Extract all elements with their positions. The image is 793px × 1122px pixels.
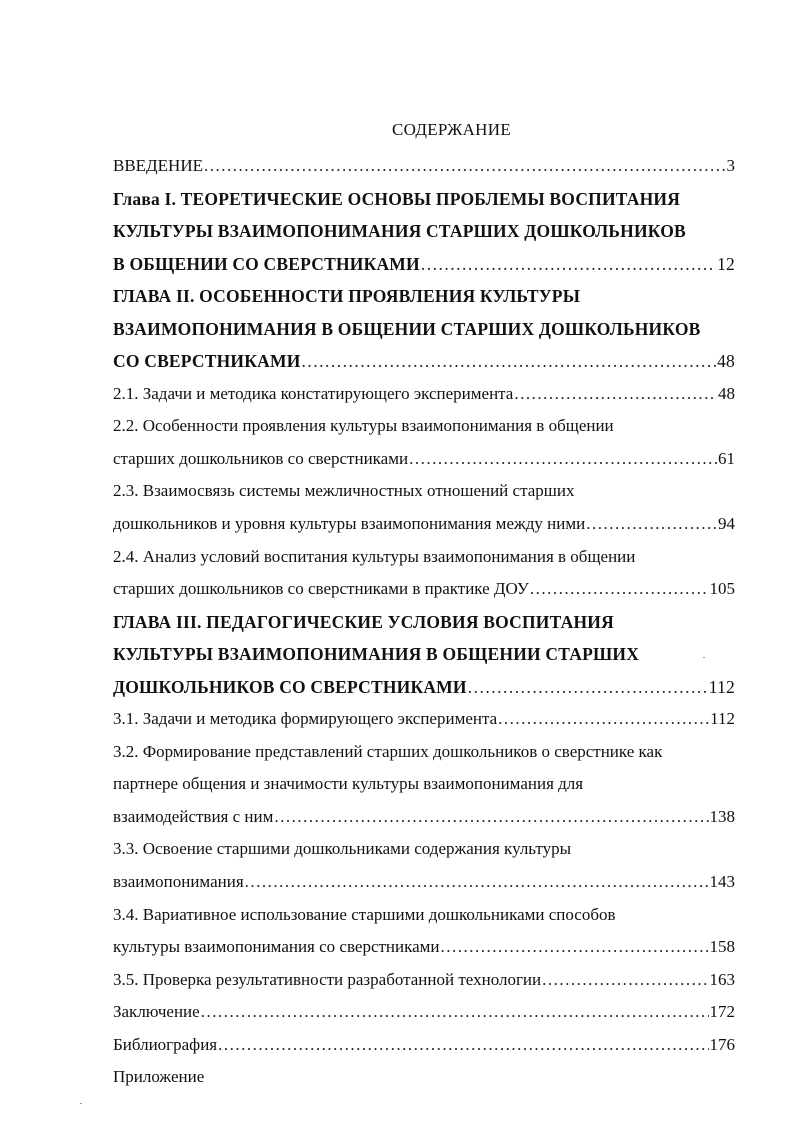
scan-speck — [80, 1103, 82, 1104]
toc-page-number: 158 — [709, 937, 735, 957]
toc-chapter-1-line-3 — [113, 248, 735, 281]
toc-page-number: 143 — [709, 872, 735, 892]
toc-entry-conclusion — [113, 996, 735, 1029]
dot-leader — [468, 671, 708, 704]
toc-section-3-4-line-1: 3.4. Вариативное использование старшими дошкольниками способов — [113, 904, 616, 924]
toc-page-number: 112 — [708, 676, 735, 697]
toc-entry-text: В ОБЩЕНИИ СО СВЕРСТНИКАМИ — [113, 253, 420, 274]
dot-leader — [542, 964, 708, 997]
dot-leader — [302, 345, 717, 378]
toc-chapter-3-line-1: ГЛАВА III. ПЕДАГОГИЧЕСКИЕ УСЛОВИЯ ВОСПИТАНИЯ — [113, 611, 614, 632]
toc-entry-introduction — [113, 150, 735, 183]
dot-leader — [201, 996, 709, 1029]
toc-section-3-1 — [113, 703, 735, 736]
toc-chapter-2-line-2: ВЗАИМОПОНИМАНИЯ В ОБЩЕНИИ СТАРШИХ ДОШКОЛЬНИКОВ — [113, 318, 701, 339]
toc-section-3-3-line-2 — [113, 866, 735, 899]
toc-section-3-3-line-1: 3.3. Освоение старшими дошкольниками содержания культуры — [113, 839, 572, 859]
toc-section-2-3-line-2 — [113, 508, 735, 541]
toc-page-number: 112 — [710, 709, 735, 729]
toc-title: СОДЕРЖАНИЕ — [391, 120, 512, 139]
toc-section-2-2-line-2 — [113, 443, 735, 476]
toc-chapter-1-line-1: Глава I. ТЕОРЕТИЧЕСКИЕ ОСНОВЫ ПРОБЛЕМЫ ВОСПИТАНИЯ — [113, 188, 681, 209]
toc-entry-text: взаимодействия с ним — [113, 806, 274, 826]
toc-entry-text: дошкольников и уровня культуры взаимопонимания между ними — [113, 514, 586, 534]
toc-entry-text: 3.1. Задачи и методика формирующего эксперимента — [113, 709, 498, 729]
toc-page-number: 48 — [717, 351, 735, 372]
toc-page-number: 94 — [718, 514, 735, 534]
toc-section-3-4-line-2 — [113, 931, 735, 964]
toc-entry-text: 3.5. Проверка результативности разработанной технологии — [113, 969, 542, 989]
toc-section-2-3-line-1: 2.3. Взаимосвязь системы межличностных отношений старших — [113, 481, 575, 501]
toc-page-number: 163 — [709, 969, 735, 989]
toc-entry-text: СО СВЕРСТНИКАМИ — [113, 351, 301, 372]
toc-entry-text: 2.1. Задачи и методика констатирующего эксперимента — [113, 383, 514, 403]
toc-entry-text: старших дошкольников со сверстниками в практике ДОУ — [113, 579, 529, 599]
toc-chapter-2-line-1: ГЛАВА II. ОСОБЕННОСТИ ПРОЯВЛЕНИЯ КУЛЬТУРЫ — [113, 286, 581, 307]
toc-entry-text: ДОШКОЛЬНИКОВ СО СВЕРСТНИКАМИ — [113, 676, 467, 697]
dot-leader — [274, 801, 708, 834]
toc-page-number: 12 — [717, 253, 735, 274]
dot-leader — [498, 703, 709, 736]
toc-entry-text: старших дошкольников со сверстниками — [113, 448, 409, 468]
dot-leader — [409, 443, 717, 476]
dot-leader — [421, 248, 716, 281]
toc-page-number: 176 — [709, 1034, 735, 1054]
toc-section-2-4-line-1: 2.4. Анализ условий воспитания культуры взаимопонимания в общении — [113, 546, 636, 566]
toc-entry-text: ВВЕДЕНИЕ — [113, 156, 203, 175]
toc-page-number: 3 — [726, 156, 735, 175]
toc-page-number: 61 — [718, 448, 735, 468]
dot-leader — [245, 866, 709, 899]
toc-entry-text: взаимопонимания — [113, 872, 244, 892]
toc-page-number: 48 — [718, 383, 735, 403]
dot-leader — [530, 573, 709, 606]
toc-entry-text: Заключение — [113, 1002, 200, 1022]
toc-section-3-2-line-1: 3.2. Формирование представлений старших дошкольников о сверстнике как — [113, 741, 663, 761]
toc-entry-bibliography — [113, 1029, 735, 1062]
toc-page-number: 172 — [709, 1002, 735, 1022]
dot-leader — [586, 508, 717, 541]
scan-speck — [703, 657, 705, 658]
toc-page-number: 138 — [709, 806, 735, 826]
toc-section-3-2-line-2: партнере общения и значимости культуры взаимопонимания для — [113, 774, 584, 794]
toc-chapter-3-line-3 — [113, 671, 735, 704]
toc-entry-text: Библиография — [113, 1034, 218, 1054]
toc-chapter-3-line-2: КУЛЬТУРЫ ВЗАИМОПОНИМАНИЯ В ОБЩЕНИИ СТАРШИХ — [113, 644, 640, 665]
dot-leader — [204, 150, 726, 183]
dot-leader — [441, 931, 709, 964]
toc-section-2-4-line-2 — [113, 573, 735, 606]
toc-entry-text: культуры взаимопонимания со сверстниками — [113, 937, 440, 957]
toc-chapter-1-line-2: КУЛЬТУРЫ ВЗАИМОПОНИМАНИЯ СТАРШИХ ДОШКОЛЬНИКОВ — [113, 221, 686, 242]
toc-section-3-2-line-3 — [113, 801, 735, 834]
dot-leader — [218, 1029, 708, 1062]
toc-section-2-1 — [113, 378, 735, 411]
toc-section-2-2-line-1: 2.2. Особенности проявления культуры взаимопонимания в общении — [113, 416, 614, 436]
table-of-contents — [113, 150, 735, 1094]
dot-leader — [514, 378, 717, 411]
toc-entry-appendix: Приложение — [113, 1067, 205, 1087]
toc-section-3-5 — [113, 964, 735, 997]
toc-page-number: 105 — [709, 579, 735, 599]
toc-chapter-2-line-3 — [113, 345, 735, 378]
